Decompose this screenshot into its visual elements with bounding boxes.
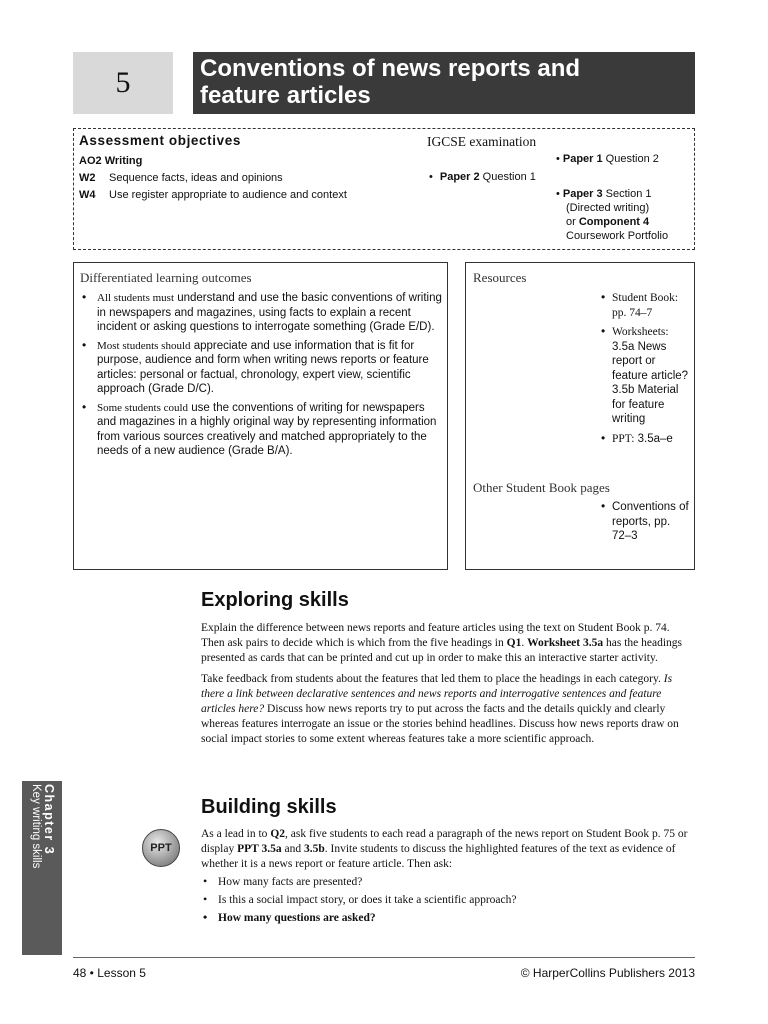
paper-detail: Section 1 [605,188,652,200]
resource-lead: Worksheets: [612,326,669,338]
outcome-text: use the conventions of writing for newspapers and magazines in a highly original way by representing information from various sources creatively and matched appropriately to the needs of a new audience (Grade B/A). [97,401,437,457]
list-item: • Is this a social impact story, or does it take a scientific approach? [201,893,695,908]
bullet: • [556,188,560,200]
objective-text: Use register appropriate to audience and context [109,189,347,201]
learning-outcomes-box [73,262,448,570]
worksheet-ref: Worksheet 3.5a [527,636,604,649]
component-label: Component 4 [578,216,650,228]
title-line-1: Conventions of news reports and [200,55,581,82]
lesson-number: 5 [115,66,131,99]
text: . [521,636,528,649]
chapter-sidebar-tab [22,781,62,955]
other-pages-list [601,500,691,549]
outcome-text: understand and use the basic conventions of writing in newspapers and magazines, using facts to explain a recent incident or asking questions to interrogate something (Grade E/D). [97,292,442,333]
exploring-skills-body [201,621,695,753]
building-skills-heading: Building skills [201,796,337,818]
chapter-subtitle: Key writing skills [30,784,42,869]
objective-code: W4 [79,189,96,201]
paragraph [201,827,695,871]
ppt-ref: 3.5b [303,842,325,855]
text: , ask five students to each read a paragraph of the news report on Student Book p. 75 or display [201,828,688,855]
text: As a lead in to [201,828,271,840]
outcome-item [80,291,442,335]
outcomes-list [80,291,442,463]
bullet: • [556,153,560,165]
text: Discuss how news reports try to put across the facts and the details quickly and clearly whereas features interrogate an issue or the stories behind headlines. Discuss how news reports draw on social impact stories to some extent whereas features take a more scientific approach. [201,702,679,745]
paper-detail: Question 2 [605,153,659,165]
resources-box [465,262,695,570]
objective-text: Sequence facts, ideas and opinions [109,172,283,184]
or-text: or [566,216,576,228]
paper-label: Paper 3 [562,188,603,200]
ao-label: Writing [104,155,143,167]
component-4-detail: Coursework Portfolio [566,230,669,242]
resource-item [601,432,691,447]
chapter-label [29,784,55,868]
resource-lead: PPT: [612,432,635,445]
question-ref: Q1 [506,636,522,649]
paper-detail: Question 1 [482,171,536,183]
resource-text: 3.5b Material for feature writing [612,384,679,425]
lesson-number-box [73,52,173,114]
list-item: • How many facts are presented? [201,875,695,890]
objective-w4 [79,188,419,202]
text: . Invite students to discuss the highlighted features of the text as evidence of whether it is a news report or feature article. Then ask: [201,842,676,870]
ao-row [79,154,419,168]
text: Take feedback from students about the features that led them to place the headings in each category. [201,673,664,686]
outcome-item [80,401,442,459]
igcse-paper-1 [556,152,659,166]
list-item: • How many questions are asked? [201,911,695,926]
bullet: • [429,171,433,183]
question-list [201,875,695,925]
component-4 [556,215,691,229]
ppt-icon [142,829,180,867]
resource-item [601,325,691,427]
other-pages-heading: Other Student Book pages [473,480,610,495]
text: has the headings presented as cards that can be printed and cut up in order to make this an interactive starter activity. [201,636,683,664]
text: Explain the difference between news reports and feature articles using the text on Student Book p. 74. Then ask pairs to decide which is which from the five headings in [201,622,670,649]
footer-copyright: © HarperCollins Publishers 2013 [520,966,695,980]
exploring-skills-heading: Exploring skills [201,589,349,611]
igcse-heading: IGCSE examination [427,134,537,149]
paragraph [201,672,695,746]
question-ref: Q2 [270,828,286,840]
footer-page-info: 48 • Lesson 5 [73,966,146,980]
paper-3-sub: (Directed writing) [566,202,650,214]
ppt-ref: PPT 3.5a [237,842,282,855]
paper-label: Paper 2 [439,171,480,183]
assessment-objectives [79,154,419,202]
outcome-lead: Most students should [97,339,191,352]
resource-item [601,291,691,320]
outcome-text: appreciate and use information that is fit for purpose, audience and form when writing news reports or feature articles: personal or factual, chronology, expert view, scientific approach (Grade D/C). [97,339,429,395]
ppt-icon-label: PPT [150,842,172,854]
resources-list [601,291,691,451]
igcse-paper-3 [556,187,691,243]
ao-code: AO2 [79,155,102,167]
paper-label: Paper 1 [562,153,603,165]
resource-text: 3.5a News report or feature article? [612,340,689,382]
resource-text: Student Book: pp. 74–7 [612,292,679,319]
outcome-lead: All students must [97,292,175,304]
outcome-lead: Some students could [97,401,189,414]
outcome-item [80,339,442,397]
text: and [281,842,304,855]
building-skills-body [201,827,695,929]
resource-text: Conventions of reports, pp. 72–3 [612,501,689,542]
paragraph [201,621,695,665]
title-line-2: feature articles [200,82,371,109]
chapter-number: Chapter 3 [42,784,56,856]
objective-code: W2 [79,172,96,184]
page-title [193,52,695,114]
footer-divider [73,957,695,958]
resource-text: 3.5a–e [637,432,673,445]
igcse-paper-2 [429,170,536,184]
outcomes-heading: Differentiated learning outcomes [80,270,252,285]
italic-question: Is there a link between declarative sentences and news reports and interrogative sentences and feature articles here? [201,673,673,715]
resource-item [601,500,691,544]
resources-heading: Resources [473,270,527,285]
objective-w2 [79,171,419,185]
assessment-heading: Assessment objectives [79,133,241,148]
